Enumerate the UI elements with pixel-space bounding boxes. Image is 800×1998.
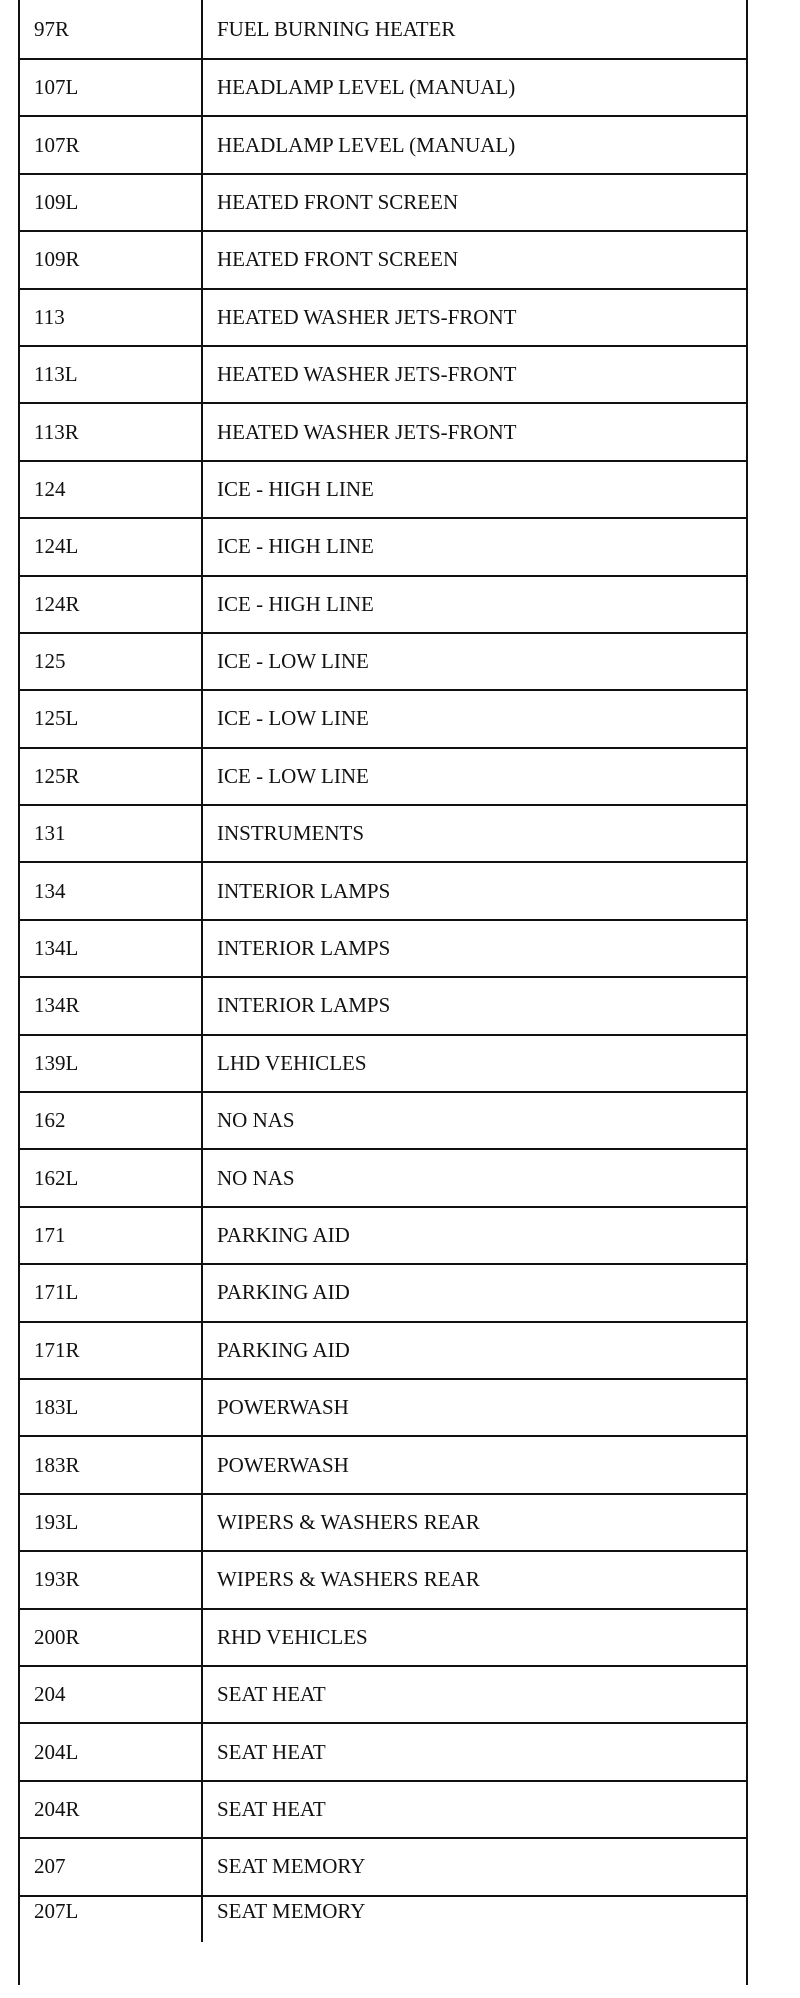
code-cell: 124 — [20, 461, 202, 518]
description-cell: ICE - LOW LINE — [202, 690, 746, 747]
description-cell: HEATED FRONT SCREEN — [202, 231, 746, 288]
description-cell: SEAT HEAT — [202, 1781, 746, 1838]
code-description-table — [20, 0, 746, 1942]
table-row — [20, 0, 746, 59]
code-cell: 171R — [20, 1322, 202, 1379]
table-row — [20, 633, 746, 690]
description-cell: HEATED FRONT SCREEN — [202, 174, 746, 231]
code-cell: 171 — [20, 1207, 202, 1264]
table-row — [20, 1436, 746, 1493]
table-row — [20, 977, 746, 1034]
description-cell: HEATED WASHER JETS-FRONT — [202, 289, 746, 346]
table-row — [20, 805, 746, 862]
description-cell: INSTRUMENTS — [202, 805, 746, 862]
code-description-table-frame — [18, 0, 748, 1985]
table-row — [20, 59, 746, 116]
description-cell: LHD VEHICLES — [202, 1035, 746, 1092]
table-row — [20, 576, 746, 633]
code-cell: 134L — [20, 920, 202, 977]
description-cell: WIPERS & WASHERS REAR — [202, 1551, 746, 1608]
table-row — [20, 1609, 746, 1666]
table-row — [20, 1264, 746, 1321]
code-cell: 113R — [20, 403, 202, 460]
code-cell: 207 — [20, 1838, 202, 1895]
table-row — [20, 461, 746, 518]
table-row — [20, 1896, 746, 1942]
table-row — [20, 1149, 746, 1206]
table-row — [20, 231, 746, 288]
code-cell: 131 — [20, 805, 202, 862]
code-cell: 200R — [20, 1609, 202, 1666]
code-cell: 207L — [20, 1896, 202, 1942]
code-cell: 125 — [20, 633, 202, 690]
description-cell: ICE - HIGH LINE — [202, 461, 746, 518]
description-cell: SEAT MEMORY — [217, 1898, 366, 1923]
description-cell: PARKING AID — [202, 1207, 746, 1264]
description-cell: INTERIOR LAMPS — [202, 977, 746, 1034]
description-cell: WIPERS & WASHERS REAR — [202, 1494, 746, 1551]
description-cell: HEADLAMP LEVEL (MANUAL) — [202, 59, 746, 116]
code-cell: 107R — [20, 116, 202, 173]
description-cell: SEAT MEMORY — [202, 1838, 746, 1895]
code-cell: 193L — [20, 1494, 202, 1551]
description-cell: NO NAS — [202, 1092, 746, 1149]
code-cell: 109R — [20, 231, 202, 288]
code-cell: 139L — [20, 1035, 202, 1092]
description-cell: RHD VEHICLES — [202, 1609, 746, 1666]
table-row — [20, 1494, 746, 1551]
code-cell: 124L — [20, 518, 202, 575]
table-row — [20, 1551, 746, 1608]
description-cell: HEATED WASHER JETS-FRONT — [202, 403, 746, 460]
table-row — [20, 1092, 746, 1149]
table-row — [20, 1207, 746, 1264]
table-row — [20, 690, 746, 747]
description-cell: HEATED WASHER JETS-FRONT — [202, 346, 746, 403]
description-cell: ICE - LOW LINE — [202, 633, 746, 690]
code-cell: 109L — [20, 174, 202, 231]
description-cell: ICE - HIGH LINE — [202, 576, 746, 633]
code-cell: 113L — [20, 346, 202, 403]
table-row — [20, 174, 746, 231]
code-cell: 171L — [20, 1264, 202, 1321]
table-body — [20, 0, 746, 1942]
description-cell: PARKING AID — [202, 1264, 746, 1321]
description-cell: ICE - LOW LINE — [202, 748, 746, 805]
table-row — [20, 346, 746, 403]
description-cell: INTERIOR LAMPS — [202, 920, 746, 977]
table-row — [20, 403, 746, 460]
table-row — [20, 1838, 746, 1895]
table-row — [20, 116, 746, 173]
description-cell: HEADLAMP LEVEL (MANUAL) — [202, 116, 746, 173]
description-cell: NO NAS — [202, 1149, 746, 1206]
description-cell: FUEL BURNING HEATER — [202, 0, 746, 59]
description-cell: PARKING AID — [202, 1322, 746, 1379]
code-cell: 204 — [20, 1666, 202, 1723]
table-row — [20, 1379, 746, 1436]
code-cell: 193R — [20, 1551, 202, 1608]
table-row — [20, 1322, 746, 1379]
code-cell: 204R — [20, 1781, 202, 1838]
table-row — [20, 1723, 746, 1780]
code-cell: 183R — [20, 1436, 202, 1493]
code-cell: 125L — [20, 690, 202, 747]
code-cell: 204L — [20, 1723, 202, 1780]
table-row — [20, 748, 746, 805]
code-cell: 125R — [20, 748, 202, 805]
table-row — [20, 862, 746, 919]
code-cell: 183L — [20, 1379, 202, 1436]
code-cell: 124R — [20, 576, 202, 633]
table-row — [20, 920, 746, 977]
code-cell: 113 — [20, 289, 202, 346]
code-cell: 134 — [20, 862, 202, 919]
table-row — [20, 518, 746, 575]
table-row — [20, 289, 746, 346]
code-cell: 107L — [20, 59, 202, 116]
description-cell: INTERIOR LAMPS — [202, 862, 746, 919]
code-cell: 162L — [20, 1149, 202, 1206]
code-cell: 162 — [20, 1092, 202, 1149]
description-cell: SEAT HEAT — [202, 1723, 746, 1780]
table-row — [20, 1781, 746, 1838]
description-cell: ICE - HIGH LINE — [202, 518, 746, 575]
code-cell: 97R — [20, 0, 202, 59]
description-cell: SEAT HEAT — [202, 1666, 746, 1723]
table-row — [20, 1035, 746, 1092]
description-cell: POWERWASH — [202, 1379, 746, 1436]
description-cell: POWERWASH — [202, 1436, 746, 1493]
table-row — [20, 1666, 746, 1723]
code-cell: 134R — [20, 977, 202, 1034]
